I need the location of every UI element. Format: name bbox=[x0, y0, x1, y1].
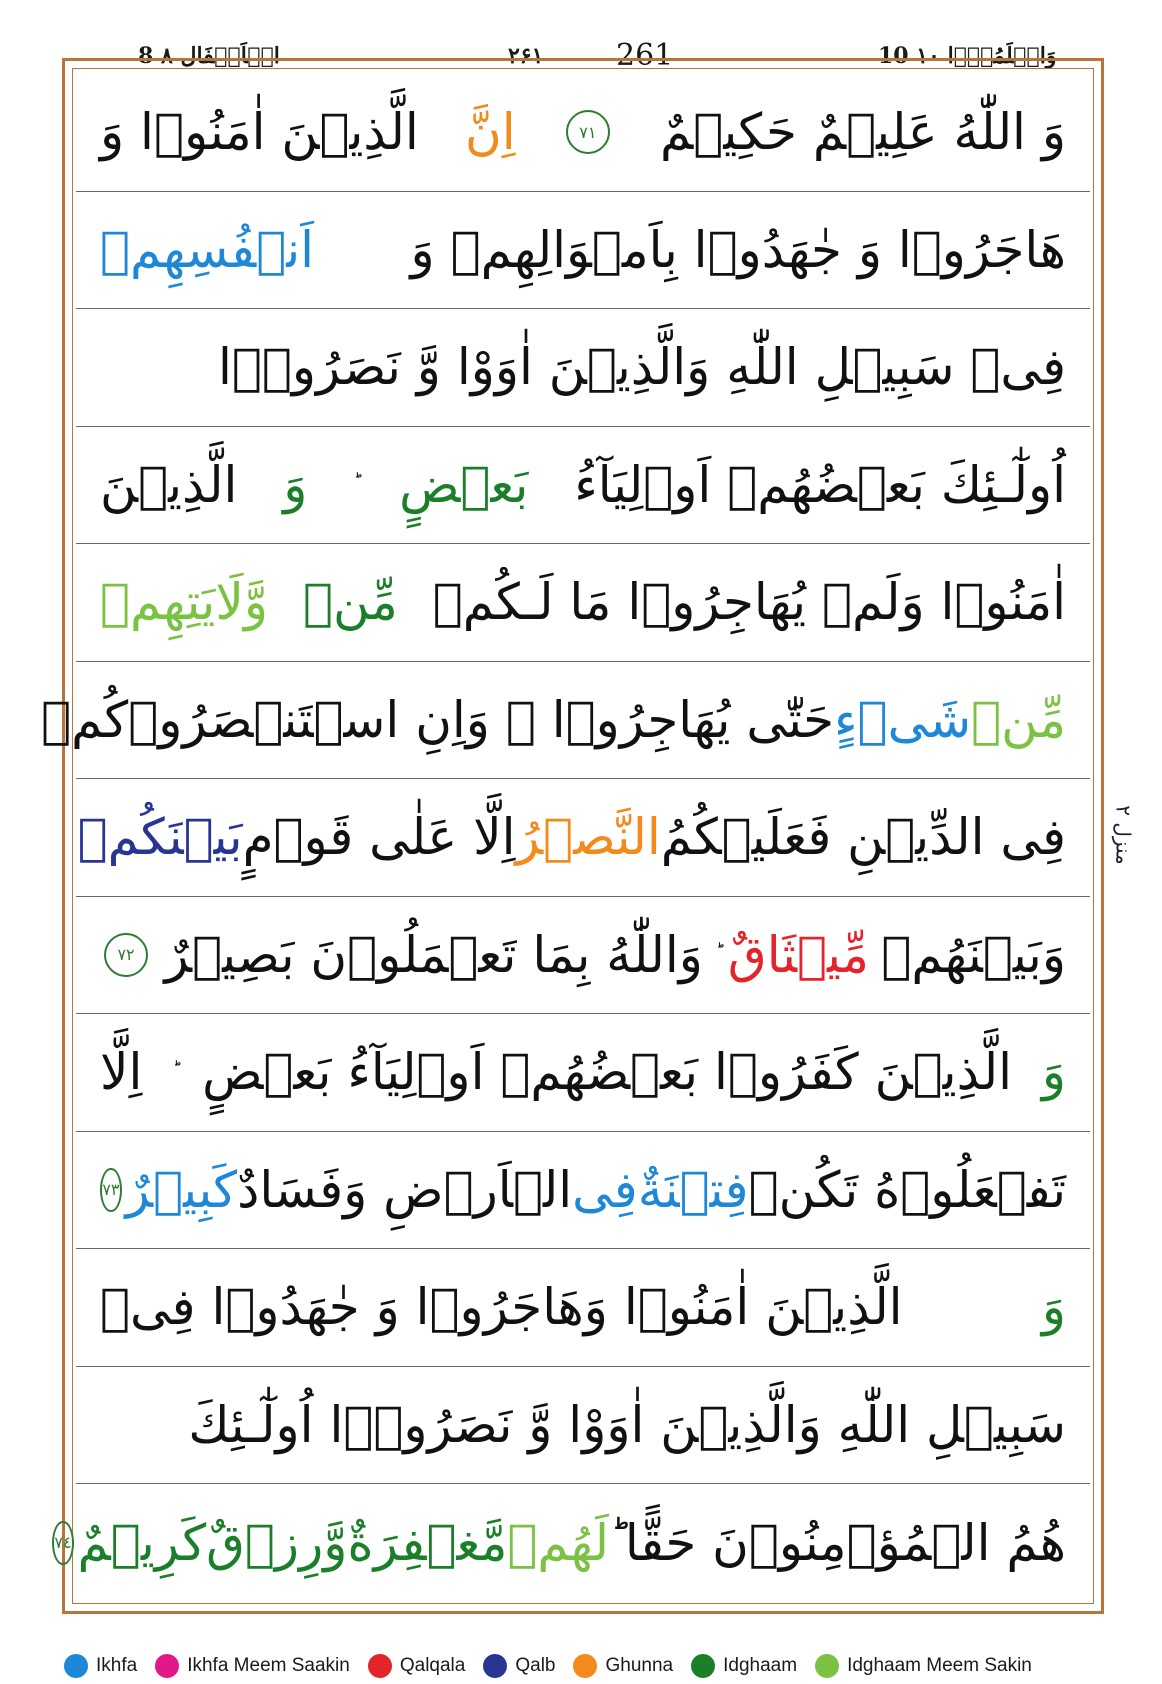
legend-label: Idghaam bbox=[723, 1655, 798, 1676]
text-line-4 bbox=[76, 427, 1090, 545]
tajweed-word-idghaam: وَ bbox=[1041, 1278, 1066, 1337]
verse-text: الَّذِيۡنَ اٰمَنُوۡا وَهَاجَرُوۡا وَ جٰهَدُوۡا فِىۡ bbox=[100, 1278, 903, 1337]
quran-text-lines bbox=[41, 74, 1090, 1602]
verse-text: وَاللّٰهُ بِمَا تَعۡمَلُوۡنَ بَصِيۡرٌ bbox=[164, 925, 703, 984]
legend-item bbox=[691, 1654, 797, 1678]
legend-color-dot bbox=[368, 1654, 392, 1678]
verse-text: وَبَيۡنَهُمۡ bbox=[881, 925, 1066, 984]
verse-text: الَّذِيۡنَ كَفَرُوۡا بَعۡضُهُمۡ اَوۡلِيَآءُ بَعۡضٍ bbox=[202, 1043, 1012, 1102]
tajweed-word-idghaam: مِّنۡ bbox=[302, 573, 398, 632]
verse-text: اُولٰٓـئِكَ بَعۡضُهُمۡ اَوۡلِيَآءُ bbox=[574, 455, 1066, 514]
legend-item bbox=[368, 1654, 466, 1678]
tajweed-word-idghaam-meem: وَّلَايَتِهِمۡ bbox=[100, 573, 268, 632]
legend-item bbox=[815, 1654, 1032, 1678]
tajweed-word-idghaam: وَ bbox=[1041, 1043, 1066, 1102]
verse-text: وَ اللّٰهُ عَلِيۡمٌ حَكِيۡمٌ bbox=[660, 103, 1066, 162]
tajweed-word-idghaam: وَّرِزۡقٌ bbox=[206, 1513, 348, 1572]
tajweed-word-ghunna: اِنَّ bbox=[465, 103, 516, 162]
tajweed-word-idghaam: مَّغۡفِرَةٌ bbox=[347, 1513, 508, 1572]
ayah-number-marker: ٧٢ bbox=[104, 933, 148, 977]
legend-item bbox=[573, 1654, 673, 1678]
tajweed-word-qalb: بَيۡنَكُمۡ bbox=[77, 808, 243, 867]
text-line-1 bbox=[76, 74, 1090, 192]
tajweed-word-ikhfa: فِى bbox=[572, 1160, 638, 1219]
text-line-6 bbox=[41, 662, 1090, 780]
text-line-2 bbox=[76, 192, 1090, 310]
header-juz-name: 10 وَاعۡلَمُوۡٓا ۱۰ bbox=[872, 38, 1062, 74]
verse-text: سَبِيۡلِ اللّٰهِ وَالَّذِيۡنَ اٰوَوْا وَّ نَصَرُوۡۤا اُولٰٓـئِكَ bbox=[188, 1395, 1066, 1454]
text-line-9 bbox=[76, 1014, 1090, 1132]
verse-text: اِلَّا عَلٰى قَوۡمٍ bbox=[242, 808, 516, 867]
ayah-number-marker: ٧٤ bbox=[52, 1521, 73, 1565]
legend-color-dot bbox=[155, 1654, 179, 1678]
legend-color-dot bbox=[573, 1654, 597, 1678]
text-line-10 bbox=[76, 1132, 1090, 1250]
header-page-arabic: ۲۶۱ bbox=[502, 38, 549, 74]
verse-text: اٰمَنُوۡا وَلَمۡ يُهَاجِرُوۡا مَا لَـكُمۡ bbox=[432, 573, 1066, 632]
ayah-number-marker: ٧٣ bbox=[100, 1168, 121, 1212]
tajweed-word-idghaam: وَ bbox=[283, 455, 308, 514]
legend-label: Ghunna bbox=[605, 1655, 674, 1676]
legend-label: Qalqala bbox=[399, 1655, 466, 1676]
legend-color-dot bbox=[64, 1654, 88, 1678]
tajweed-word-ikhfa: اَنۡفُسِهِمۡ bbox=[100, 220, 315, 279]
text-line-3 bbox=[76, 309, 1090, 427]
header-surah-name: الۡاَنۡفَال ۸ 8 bbox=[132, 38, 286, 74]
tajweed-word-ikhfa: شَىۡءٍ bbox=[834, 690, 972, 749]
tajweed-word-idghaam-meem: مِّنۡ bbox=[971, 690, 1066, 749]
text-line-7 bbox=[76, 779, 1090, 897]
manzil-label bbox=[1106, 780, 1142, 890]
verse-text: الَّذِيۡنَ اٰمَنُوۡا وَ bbox=[100, 103, 419, 162]
tajweed-legend bbox=[64, 1652, 1104, 1680]
legend-label: Qalb bbox=[515, 1655, 556, 1676]
verse-text: الَّذِيۡنَ bbox=[100, 455, 238, 514]
verse-text: هَاجَرُوۡا وَ جٰهَدُوۡا بِاَمۡوَالِهِمۡ وَ bbox=[410, 220, 1066, 279]
tajweed-word-idghaam-meem: لَهُمۡ bbox=[507, 1513, 609, 1572]
tajweed-word-ghunna: النَّصۡرُ bbox=[515, 808, 661, 867]
legend-label: Idghaam Meem Sakin bbox=[847, 1655, 1032, 1676]
verse-text: فِىۡ سَبِيۡلِ اللّٰهِ وَالَّذِيۡنَ اٰوَوْا وَّ نَصَرُوۡۤا bbox=[218, 338, 1066, 397]
legend-item bbox=[155, 1654, 350, 1678]
verse-text: حَتّٰى يُهَاجِرُوۡا ۚ وَاِنِ اسۡتَنۡصَرُوۡكُمۡ bbox=[41, 690, 835, 749]
text-line-8 bbox=[76, 897, 1090, 1015]
verse-text: الۡاَرۡضِ وَفَسَادٌ bbox=[237, 1160, 573, 1219]
text-line-13 bbox=[54, 1484, 1090, 1602]
legend-color-dot bbox=[815, 1654, 839, 1678]
verse-text: اِلَّا bbox=[100, 1043, 143, 1102]
text-line-12 bbox=[76, 1367, 1090, 1485]
legend-item bbox=[483, 1654, 555, 1678]
text-line-5 bbox=[76, 544, 1090, 662]
tajweed-word-ikhfa: كَبِيۡرٌ bbox=[125, 1160, 238, 1219]
manzil-label-text: منزل ۲ bbox=[1112, 805, 1137, 865]
legend-label: Ikhfa bbox=[96, 1655, 138, 1676]
legend-color-dot bbox=[691, 1654, 715, 1678]
tajweed-word-idghaam: بَعۡضٍ bbox=[399, 455, 529, 514]
text-line-11 bbox=[76, 1249, 1090, 1367]
tajweed-word-ikhfa: فِتۡنَةٌ bbox=[637, 1160, 749, 1219]
legend-color-dot bbox=[483, 1654, 507, 1678]
tajweed-word-qalqala: مِّيۡثَاقٌ bbox=[727, 925, 869, 984]
legend-item bbox=[64, 1654, 137, 1678]
tajweed-word-idghaam: كَرِيۡمٌ bbox=[77, 1513, 207, 1572]
verse-text: فِى الدِّيۡنِ فَعَلَيۡكُمُ bbox=[660, 808, 1066, 867]
header-page-number: 261 bbox=[610, 38, 679, 74]
ayah-number-marker: ٧١ bbox=[566, 110, 610, 154]
legend-label: Ikhfa Meem Saakin bbox=[187, 1655, 350, 1676]
verse-text: هُمُ الۡمُؤۡمِنُوۡنَ حَقًّا ؕ bbox=[608, 1513, 1066, 1572]
verse-text: تَفۡعَلُوۡهُ تَكُنۡ bbox=[748, 1160, 1066, 1219]
